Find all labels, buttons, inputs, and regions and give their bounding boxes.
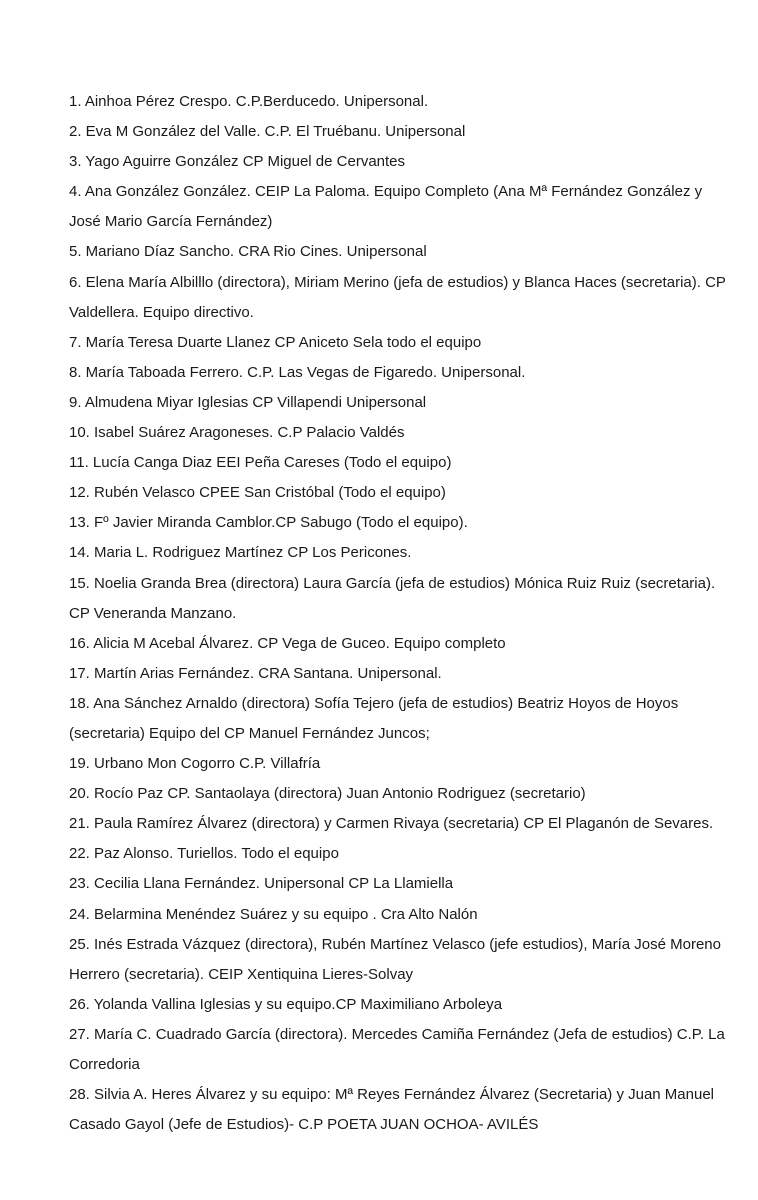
list-item: 20. Rocío Paz CP. Santaolaya (directora) Juan Antonio Rodriguez (secretario) xyxy=(69,785,586,803)
list-item: 23. Cecilia Llana Fernández. Unipersonal CP La Llamiella xyxy=(69,875,454,893)
list-item: 5. Mariano Díaz Sancho. CRA Rio Cines. Unipersonal xyxy=(69,243,427,261)
list-item: 15. Noelia Granda Brea (directora) Laura García (jefa de estudios) Mónica Ruiz Ruiz (secretaria). CP Veneranda Manzano. xyxy=(69,574,716,622)
list-item: 6. Elena María Albilllo (directora), Miriam Merino (jefa de estudios) y Blanca Haces (secretaria). CP Valdellera. Equipo directivo. xyxy=(69,273,726,321)
list-item: 8. María Taboada Ferrero. C.P. Las Vegas de Figaredo. Unipersonal. xyxy=(69,363,526,381)
list-item: 16. Alicia M Acebal Álvarez. CP Vega de Guceo. Equipo completo xyxy=(69,634,506,652)
list-item: 28. Silvia A. Heres Álvarez y su equipo: Mª Reyes Fernández Álvarez (Secretaria) y Juan Manuel Casado Gayol (Jefe de Estudios)- C.P POETA JUAN OCHOA- AVILÉS xyxy=(69,1086,715,1134)
list-item: 11. Lucía Canga Diaz EEI Peña Careses (Todo el equipo) xyxy=(69,454,452,472)
list-item: 25. Inés Estrada Vázquez (directora), Rubén Martínez Velasco (jefe estudios), María José Moreno Herrero (secretaria). CEIP Xentiquina Lieres-Solvay xyxy=(69,935,721,983)
list-item: 27. María C. Cuadrado García (directora). Mercedes Camiña Fernández (Jefa de estudios) C.P. La Corredoria xyxy=(69,1025,725,1073)
list-item: 22. Paz Alonso. Turiellos. Todo el equipo xyxy=(69,845,339,863)
list-item: 26. Yolanda Vallina Iglesias y su equipo.CP Maximiliano Arboleya xyxy=(69,995,503,1013)
list-item: 14. Maria L. Rodriguez Martínez CP Los Pericones. xyxy=(69,544,412,562)
list-item: 2. Eva M González del Valle. C.P. El Truébanu. Unipersonal xyxy=(69,123,466,141)
list-item: 7. María Teresa Duarte Llanez CP Aniceto Sela todo el equipo xyxy=(69,333,482,351)
list-item: 4. Ana González González. CEIP La Paloma. Equipo Completo (Ana Mª Fernández González y José Mario García Fernández) xyxy=(69,183,703,231)
list-item: 12. Rubén Velasco CPEE San Cristóbal (Todo el equipo) xyxy=(69,484,446,502)
list-item: 24. Belarmina Menéndez Suárez y su equipo . Cra Alto Nalón xyxy=(69,905,478,923)
list-item: 17. Martín Arias Fernández. CRA Santana. Unipersonal. xyxy=(69,664,442,682)
list-item: 18. Ana Sánchez Arnaldo (directora) Sofía Tejero (jefa de estudios) Beatriz Hoyos de Hoyos (secretaria) Equipo del CP Manuel Fernández Juncos; xyxy=(69,694,679,742)
list-item: 21. Paula Ramírez Álvarez (directora) y Carmen Rivaya (secretaria) CP El Plaganón de Sevares. xyxy=(69,815,714,833)
list-item: 19. Urbano Mon Cogorro C.P. Villafría xyxy=(69,755,321,773)
list-item: 13. Fº Javier Miranda Camblor.CP Sabugo (Todo el equipo). xyxy=(69,514,468,532)
list-item: 3. Yago Aguirre González CP Miguel de Cervantes xyxy=(69,153,406,171)
participant-list xyxy=(69,87,729,1140)
list-item: 9. Almudena Miyar Iglesias CP Villapendi Unipersonal xyxy=(69,393,427,411)
list-item: 1. Ainhoa Pérez Crespo. C.P.Berducedo. Unipersonal. xyxy=(69,93,429,110)
list-item: 10. Isabel Suárez Aragoneses. C.P Palacio Valdés xyxy=(69,424,405,442)
